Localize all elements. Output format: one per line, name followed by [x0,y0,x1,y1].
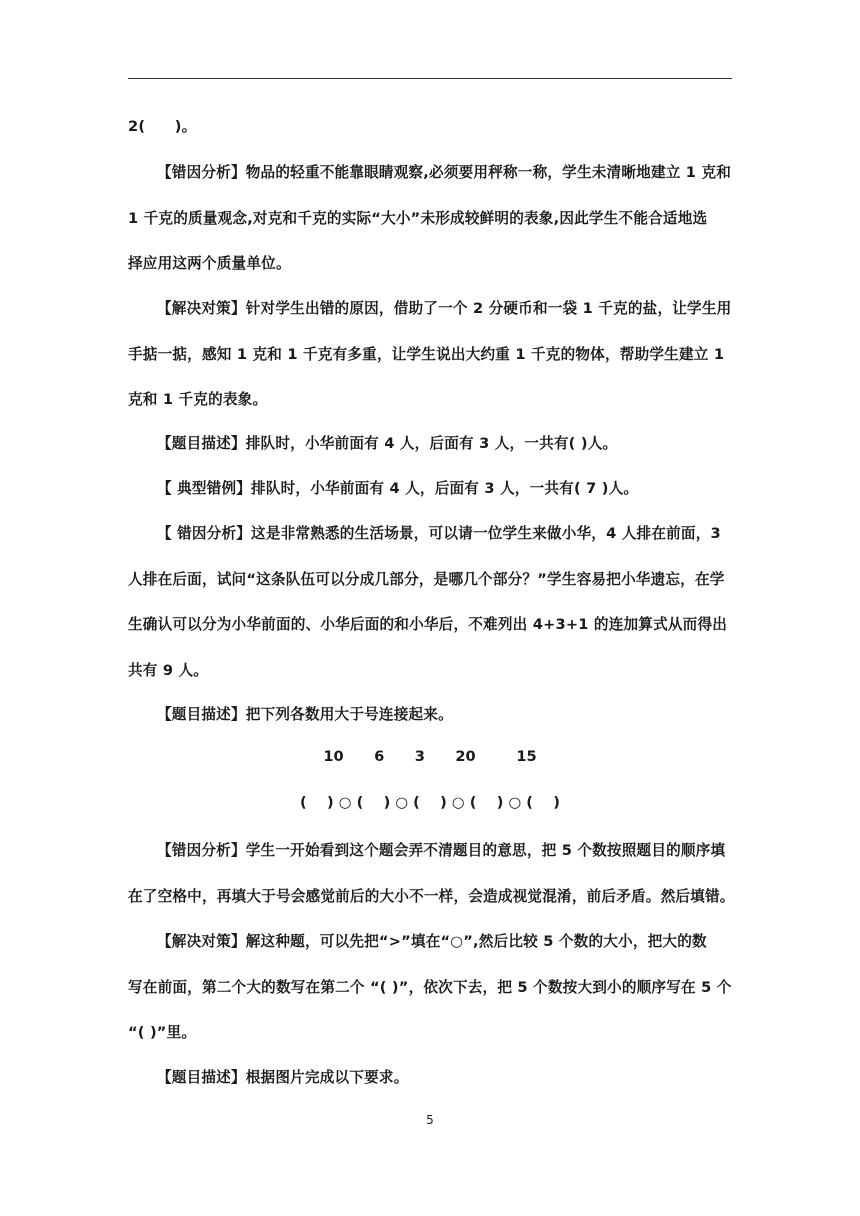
text-line: 【 典型错例】排队时，小华前面有 4 人，后面有 3 人，一共有( 7 )人。 [157,480,639,497]
text-line: “( )”里。 [128,1024,197,1041]
text-line: 【 错因分析】这是非常熟悉的生活场景，可以请一位学生来做小华，4 人排在前面，3 [157,525,721,542]
paragraph-typical-error-queue [128,466,732,512]
paragraph-problem-queue [128,421,732,467]
text-line: 【解决对策】针对学生出错的原因，借助了一个 2 分硬币和一袋 1 千克的盐，让学生用 [157,300,732,317]
text-line: 2( )。 [128,118,197,135]
text-line: 【错因分析】学生一开始看到这个题会弄不清题目的意思，把 5 个数按照题目的顺序填 [157,842,726,859]
paragraph-problem-picture [128,1055,732,1101]
text-line: 【解决对策】解这种题，可以先把“>”填在“○”,然后比较 5 个数的大小，把大的数 [157,933,707,950]
text-line: 生确认可以分为小华前面的、小华后面的和小华后，不难列出 4+3+1 的连加算式从而得出 [128,616,728,633]
text-line: 【错因分析】物品的轻重不能靠眼睛观察,必须要用秤称一称，学生未清晰地建立 1 克和 [157,164,732,181]
text-line: 【题目描述】把下列各数用大于号连接起来。 [157,706,453,723]
text-line: 共有 9 人。 [128,661,209,679]
paragraph-answer-blank [128,104,732,150]
text-line: 1 千克的质量观念,对克和千克的实际“大小”未形成较鲜明的表象,因此学生不能合适地选 [128,209,708,227]
paragraph-error-analysis-queue [128,511,732,693]
paragraph-solution-weight [128,286,732,423]
text-line: 【题目描述】根据图片完成以下要求。 [157,1069,409,1086]
text-line: 人排在后面，试问“这条队伍可以分成几部分，是哪几个部分？”学生容易把小华遗忘，在学 [128,570,725,588]
text-line: 写在前面，第二个大的数写在第二个 “( )”，依次下去，把 5 个数按大到小的顺序写在 5 个 [128,978,732,996]
paragraph-error-analysis-ordering [128,828,735,919]
paragraph-error-analysis-weight [128,150,732,287]
paragraph-problem-ordering [128,692,732,738]
paragraph-solution-ordering [128,919,732,1056]
text-line: 择应用这两个质量单位。 [128,255,291,272]
header-rule [128,78,732,79]
text-line: 在了空格中，再填大于号会感觉前后的大小不一样，会造成视觉混淆，前后矛盾。然后填错。 [128,887,735,905]
text-line: 手掂一掂，感知 1 克和 1 千克有多重，让学生说出大约重 1 千克的物体，帮助学生建立 1 [128,345,725,363]
numbers-row: 10 6 3 20 15 [323,748,537,765]
text-line: 【题目描述】排队时，小华前面有 4 人，后面有 3 人，一共有( )人。 [157,435,618,452]
blanks-row: ( ) ○ ( ) ○ ( ) ○ ( ) ○ ( ) [300,794,560,811]
page-number: 5 [426,1113,434,1127]
text-line: 克和 1 千克的表象。 [128,391,268,408]
